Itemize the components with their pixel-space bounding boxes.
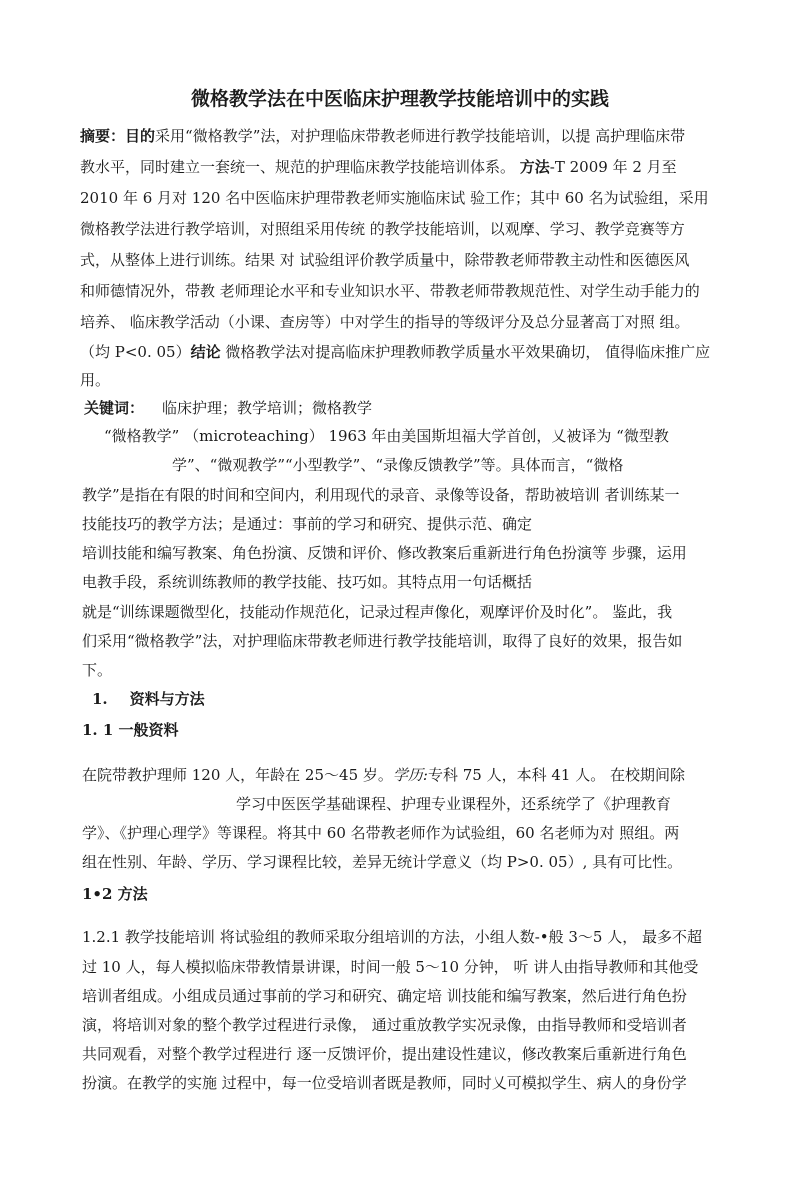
intro-line: 电教手段，系统训练教师的教学技能、技巧如。其特点用一句话概括: [82, 573, 533, 591]
keywords-text: 临床护理；教学培训；微格教学: [162, 399, 373, 417]
intro-line: 下。: [82, 661, 113, 679]
abstract-line: 和师德情况外，带教 老师理论水平和专业知识水平、带教老师带教规范性、对学生动手能力的: [80, 282, 700, 300]
keywords: [84, 398, 372, 418]
intro-line: 学”、“微观教学”“小型教学”、“录像反馈教学”等。具体而言，“微格: [172, 456, 624, 474]
subsection-heading: 1•2 方法: [82, 885, 148, 903]
abstract-line: 培养、 临床教学活动（小课、查房等）中对学生的指导的等级评分及总分显著高丁对照 组。: [80, 313, 690, 331]
intro-line: 就是“训练课题微型化，技能动作规范化，记录过程声像化，观摩评价及时化”。 鉴此，我: [82, 603, 673, 621]
body-line: 学》、《护理心理学》等课程。将其中 60 名带教老师作为试验组，60 名老师为对 照组。两: [82, 824, 680, 842]
body-line: 扮演。在教学的实施 过程中，每一位受培训者既是教师，同时乂可模拟学生、病人的身份学: [82, 1074, 687, 1092]
body-line: 培训者组成。小组成员通过事前的学习和研究、确定培 训技能和编写教案，然后进行角色扮: [82, 987, 687, 1005]
intro-line: “微格教学” （microteaching） 1963 年由美国斯坦福大学首创，乂被译为 “微型教: [104, 427, 669, 445]
intro-line: 教学”是指在有限的时间和空间内，利用现代的录音、录像等设备，帮助被培训 者训练某一: [82, 486, 680, 504]
objective-label: 目的: [125, 127, 156, 145]
intro-line: 培训技能和编写教案、角色扮演、反馈和评价、修改教案后重新进行角色扮演等 步骤，运用: [82, 544, 687, 562]
abstract-line: 2010 年 6 月对 120 名中医临床护理带教老师实施临床试 验工作；其中 60 名为试验组，采用: [80, 189, 709, 207]
subsection-heading: 1. 1 一般资料: [82, 721, 179, 739]
method-label: 方法: [519, 158, 550, 176]
paper-title: 微格教学法在中医临床护理教学技能培训中的实践: [190, 88, 609, 110]
body-line: 过 10 人，每人模拟临床带教情景讲课，时间一般 5〜10 分钟， 听 讲人由指导教师和其他受: [82, 958, 699, 976]
abstract-line: 摘要：目的采用“微格教学”法，对护理临床带教老师进行教学技能培训，以提 高护理临床带: [80, 127, 686, 145]
conclusion-label: 结论: [190, 343, 221, 361]
body-line: 学习中医医学基础课程、护理专业课程外，还系统学了《护理教育: [236, 795, 672, 813]
body-line: 共同观看，对整个教学过程进行 逐一反馈评价，提出建设性建议，修改教案后重新进行角色: [82, 1045, 687, 1063]
abstract-line: 用。: [80, 371, 111, 389]
body-line: 组在性别、年龄、学历、学习课程比较，差异无统计学意义（均 P>0. 05）, 具有可比性。: [82, 853, 683, 871]
keywords-label: 关键词：: [84, 399, 145, 417]
abstract-label: 摘要：: [80, 127, 126, 145]
body-line: 1.2.1 教学技能培训 将试验组的教师采取分组培训的方法，小组人数-•般 3〜5 人， 最多不超: [82, 928, 703, 946]
abstract-line: 微格教学法进行教学培训，对照组采用传统 的教学技能培训，以观摩、学习、教学竞赛等方: [80, 220, 685, 238]
abstract-line: （均 P<0. 05）结论 微格教学法对提高临床护理教师教学质量水平效果确切， 值得临床推广应: [80, 343, 711, 361]
section-heading: 1. 资料与方法: [92, 690, 205, 708]
body-line: 在院带教护理师 120 人，年龄在 25〜45 岁。学历:专科 75 人，本科 41 人。 在校期间除: [82, 766, 685, 784]
abstract-line: 教水平，同时建立一套统一、规范的护理临床教学技能培训体系。 方法-T 2009 年 2 月至: [80, 158, 677, 176]
abstract-line: 式，从整体上进行训练。结果 对 试验组评价教学质量中，除带教老师带教主动性和医德医风: [80, 251, 690, 269]
intro-line: 们采用“微格教学”法，对护理临床带教老师进行教学技能培训，取得了良好的效果，报告如: [82, 632, 683, 650]
body-line: 演，将培训对象的整个教学过程进行录像， 通过重放教学实况录像，由指导教师和受培训者: [82, 1016, 687, 1034]
intro-line: 技能技巧的教学方法；是通过：事前的学习和研究、提供示范、确定: [82, 515, 533, 533]
